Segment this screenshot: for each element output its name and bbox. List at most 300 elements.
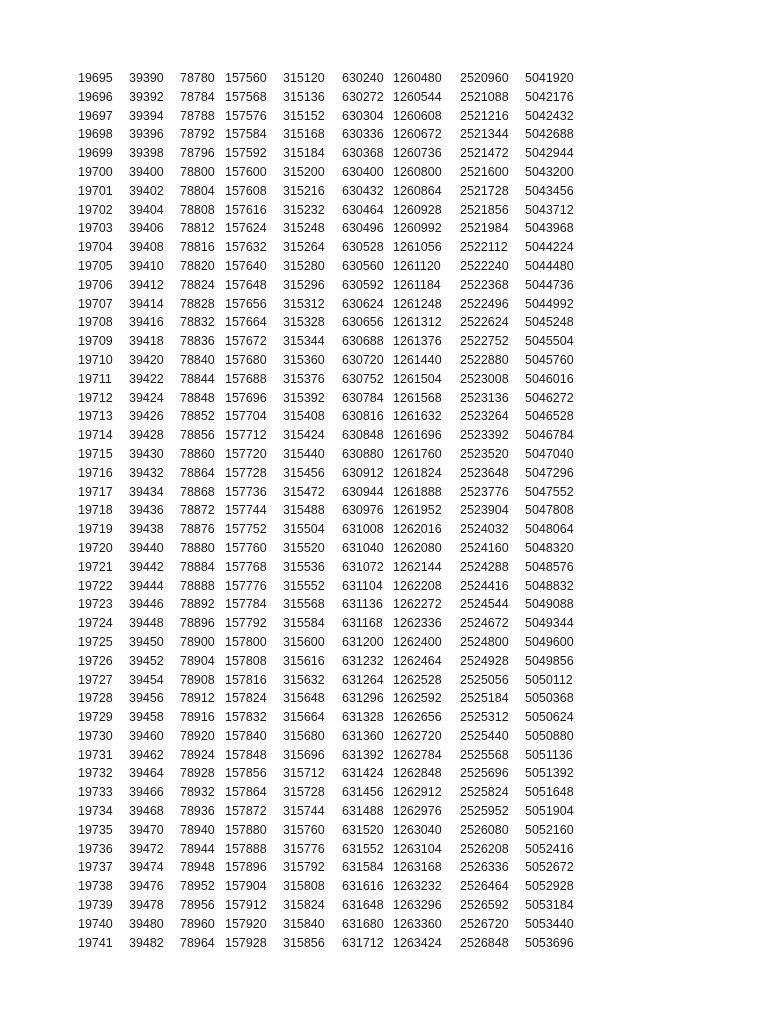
table-cell: 5047808	[525, 503, 574, 518]
table-cell: 2523776	[460, 484, 509, 499]
table-cell: 78888	[180, 578, 215, 593]
table-cell: 157704	[225, 409, 267, 424]
table-cell: 78964	[180, 935, 215, 950]
table-cell: 1262464	[393, 653, 442, 668]
table-row	[0, 407, 768, 426]
table-cell: 5043456	[525, 183, 574, 198]
table-cell: 2522624	[460, 315, 509, 330]
table-cell: 19724	[78, 616, 113, 631]
table-cell: 1262784	[393, 747, 442, 762]
table-cell: 2525824	[460, 785, 509, 800]
table-cell: 2522240	[460, 258, 509, 273]
table-row	[0, 746, 768, 765]
table-cell: 2521728	[460, 183, 509, 198]
table-cell: 631008	[342, 522, 384, 537]
table-cell: 157688	[225, 371, 267, 386]
table-cell: 1263104	[393, 841, 442, 856]
table-row	[0, 633, 768, 652]
table-cell: 631232	[342, 653, 384, 668]
table-cell: 631072	[342, 559, 384, 574]
table-cell: 157624	[225, 221, 267, 236]
table-cell: 1262336	[393, 616, 442, 631]
table-cell: 78852	[180, 409, 215, 424]
table-cell: 315600	[283, 634, 325, 649]
table-row	[0, 464, 768, 483]
table-cell: 5049600	[525, 634, 574, 649]
table-cell: 1263232	[393, 879, 442, 894]
table-cell: 2524672	[460, 616, 509, 631]
table-row	[0, 332, 768, 351]
table-cell: 78908	[180, 672, 215, 687]
table-cell: 631104	[342, 578, 383, 593]
table-cell: 157632	[225, 240, 267, 255]
table-cell: 2524160	[460, 540, 509, 555]
table-cell: 78876	[180, 522, 215, 537]
table-cell: 19717	[78, 484, 113, 499]
table-cell: 5050880	[525, 728, 574, 743]
table-cell: 157896	[225, 860, 267, 875]
table-cell: 315328	[283, 315, 325, 330]
table-cell: 39462	[129, 747, 164, 762]
table-cell: 157696	[225, 390, 267, 405]
table-cell: 1262592	[393, 691, 442, 706]
table-cell: 157560	[225, 71, 267, 85]
table-cell: 2521216	[460, 108, 509, 123]
table-cell: 5047552	[525, 484, 574, 499]
table-cell: 315536	[283, 559, 325, 574]
table-cell: 630784	[342, 390, 384, 405]
table-cell: 631680	[342, 916, 384, 931]
table-cell: 157864	[225, 785, 267, 800]
table-cell: 78912	[180, 691, 215, 706]
table-cell: 157616	[225, 202, 267, 217]
table-cell: 631392	[342, 747, 384, 762]
table-cell: 631520	[342, 822, 384, 837]
table-cell: 5047296	[525, 465, 574, 480]
table-cell: 1263040	[393, 822, 442, 837]
table-row	[0, 163, 768, 182]
table-row	[0, 107, 768, 126]
table-cell: 5051392	[525, 766, 574, 781]
table-cell: 157920	[225, 916, 267, 931]
table-cell: 39434	[129, 484, 164, 499]
table-cell: 157784	[225, 597, 267, 612]
table-row	[0, 483, 768, 502]
table-cell: 39482	[129, 935, 164, 950]
table-cell: 2526336	[460, 860, 509, 875]
table-cell: 39474	[129, 860, 164, 875]
table-cell: 157840	[225, 728, 267, 743]
table-cell: 315856	[283, 935, 325, 950]
table-cell: 78884	[180, 559, 215, 574]
table-cell: 39418	[129, 334, 164, 349]
table-cell: 630336	[342, 127, 384, 142]
table-cell: 157600	[225, 164, 267, 179]
table-row	[0, 934, 768, 953]
table-cell: 5051136	[525, 747, 573, 762]
table-cell: 630560	[342, 258, 384, 273]
table-cell: 1260992	[393, 221, 442, 236]
table-cell: 19723	[78, 597, 113, 612]
table-row	[0, 351, 768, 370]
table-cell: 19725	[78, 634, 113, 649]
table-cell: 631360	[342, 728, 384, 743]
table-cell: 631424	[342, 766, 384, 781]
table-cell: 39472	[129, 841, 164, 856]
table-cell: 39456	[129, 691, 164, 706]
table-cell: 315136	[283, 89, 325, 104]
table-cell: 2523520	[460, 446, 509, 461]
table-cell: 39432	[129, 465, 164, 480]
table-cell: 631584	[342, 860, 384, 875]
table-cell: 157592	[225, 146, 267, 161]
table-cell: 78784	[180, 89, 215, 104]
table-cell: 19718	[78, 503, 113, 518]
table-row	[0, 88, 768, 107]
table-cell: 1261376	[393, 334, 442, 349]
table-cell: 2521088	[460, 89, 509, 104]
table-cell: 315200	[283, 164, 325, 179]
table-cell: 78948	[180, 860, 215, 875]
table-cell: 5047040	[525, 446, 574, 461]
table-cell: 78916	[180, 710, 215, 725]
table-cell: 1262016	[393, 522, 442, 537]
table-cell: 39442	[129, 559, 164, 574]
table-cell: 315584	[283, 616, 325, 631]
table-cell: 78920	[180, 728, 215, 743]
table-cell: 315680	[283, 728, 325, 743]
table-cell: 157640	[225, 258, 267, 273]
table-cell: 157664	[225, 315, 267, 330]
table-cell: 19727	[78, 672, 113, 687]
table-cell: 5048064	[525, 522, 574, 537]
table-row	[0, 896, 768, 915]
table-cell: 5044736	[525, 277, 574, 292]
table-cell: 1261952	[393, 503, 442, 518]
table-cell: 315424	[283, 428, 325, 443]
table-cell: 78820	[180, 258, 215, 273]
table-cell: 315648	[283, 691, 325, 706]
table-cell: 78956	[180, 898, 215, 913]
table-cell: 39480	[129, 916, 164, 931]
table-cell: 19703	[78, 221, 113, 236]
table-cell: 5042432	[525, 108, 574, 123]
table-cell: 157760	[225, 540, 267, 555]
table-cell: 157576	[225, 108, 267, 123]
table-cell: 315120	[283, 71, 325, 85]
table-cell: 1261440	[393, 352, 442, 367]
table-row	[0, 426, 768, 445]
table-cell: 2522880	[460, 352, 509, 367]
table-row	[0, 182, 768, 201]
table-cell: 39470	[129, 822, 164, 837]
table-cell: 315440	[283, 446, 325, 461]
table-cell: 1260736	[393, 146, 442, 161]
table-cell: 1262208	[393, 578, 442, 593]
table-cell: 78944	[180, 841, 215, 856]
table-cell: 5052416	[525, 841, 574, 856]
table-cell: 5044224	[525, 240, 574, 255]
table-cell: 630528	[342, 240, 384, 255]
table-cell: 5046016	[525, 371, 574, 386]
table-cell: 315232	[283, 202, 325, 217]
table-cell: 2525952	[460, 804, 509, 819]
table-cell: 5046784	[525, 428, 574, 443]
table-cell: 39460	[129, 728, 164, 743]
table-row	[0, 840, 768, 859]
table-cell: 78840	[180, 352, 215, 367]
table-cell: 39466	[129, 785, 164, 800]
table-cell: 39428	[129, 428, 164, 443]
table-cell: 19710	[78, 352, 113, 367]
table-cell: 2525440	[460, 728, 509, 743]
table-cell: 631648	[342, 898, 384, 913]
table-cell: 5049856	[525, 653, 574, 668]
table-row	[0, 614, 768, 633]
table-cell: 630944	[342, 484, 384, 499]
table-cell: 78828	[180, 296, 215, 311]
table-row	[0, 219, 768, 238]
table-cell: 1261056	[393, 240, 442, 255]
table-cell: 1260544	[393, 89, 442, 104]
table-cell: 1262400	[393, 634, 442, 649]
table-row	[0, 144, 768, 163]
table-cell: 1260608	[393, 108, 442, 123]
table-row	[0, 577, 768, 596]
table-cell: 78804	[180, 183, 215, 198]
table-cell: 5050368	[525, 691, 574, 706]
table-cell: 5043712	[525, 202, 574, 217]
table-cell: 39394	[129, 108, 164, 123]
table-row	[0, 821, 768, 840]
table-cell: 157736	[225, 484, 267, 499]
table-cell: 2523392	[460, 428, 509, 443]
table-cell: 315312	[283, 296, 325, 311]
table-cell: 315456	[283, 465, 325, 480]
table-cell: 39404	[129, 202, 164, 217]
table-cell: 315760	[283, 822, 325, 837]
table-cell: 19708	[78, 315, 113, 330]
table-cell: 630816	[342, 409, 384, 424]
table-cell: 5052928	[525, 879, 574, 894]
table-cell: 78872	[180, 503, 215, 518]
table-cell: 2521472	[460, 146, 509, 161]
table-cell: 19729	[78, 710, 113, 725]
table-cell: 315264	[283, 240, 325, 255]
table-cell: 19712	[78, 390, 113, 405]
table-row	[0, 783, 768, 802]
table-cell: 630496	[342, 221, 384, 236]
table-cell: 2524800	[460, 634, 509, 649]
table-cell: 19704	[78, 240, 113, 255]
table-cell: 5042176	[525, 89, 574, 104]
table-cell: 5049344	[525, 616, 574, 631]
table-row	[0, 671, 768, 690]
table-cell: 78932	[180, 785, 215, 800]
table-cell: 39436	[129, 503, 164, 518]
table-cell: 630656	[342, 315, 384, 330]
table-cell: 157800	[225, 634, 267, 649]
table-cell: 19737	[78, 860, 113, 875]
table-cell: 39454	[129, 672, 164, 687]
table-cell: 315280	[283, 258, 325, 273]
table-cell: 315568	[283, 597, 325, 612]
table-cell: 78900	[180, 634, 215, 649]
table-cell: 631712	[342, 935, 384, 950]
table-cell: 19738	[78, 879, 113, 894]
table-cell: 39402	[129, 183, 164, 198]
table-row	[0, 295, 768, 314]
table-cell: 78800	[180, 164, 215, 179]
table-cell: 19716	[78, 465, 113, 480]
table-cell: 19711	[78, 371, 112, 386]
table-cell: 631040	[342, 540, 384, 555]
table-cell: 1261568	[393, 390, 442, 405]
table-cell: 315776	[283, 841, 325, 856]
table-cell: 5044992	[525, 296, 574, 311]
table-cell: 19740	[78, 916, 113, 931]
table-cell: 157928	[225, 935, 267, 950]
table-cell: 1263168	[393, 860, 442, 875]
table-cell: 78856	[180, 428, 215, 443]
table-cell: 1262272	[393, 597, 442, 612]
table-cell: 2526720	[460, 916, 509, 931]
table-cell: 1261248	[393, 296, 442, 311]
table-cell: 5052672	[525, 860, 574, 875]
table-cell: 78788	[180, 108, 215, 123]
table-row	[0, 501, 768, 520]
table-cell: 1261504	[393, 371, 442, 386]
table-cell: 630272	[342, 89, 384, 104]
table-cell: 2522752	[460, 334, 509, 349]
table-row	[0, 389, 768, 408]
table-cell: 630752	[342, 371, 384, 386]
table-cell: 1262080	[393, 540, 442, 555]
table-cell: 631328	[342, 710, 384, 725]
table-cell: 5049088	[525, 597, 574, 612]
table-cell: 630976	[342, 503, 384, 518]
table-cell: 2525568	[460, 747, 509, 762]
table-row	[0, 802, 768, 821]
table-row	[0, 313, 768, 332]
table-cell: 19735	[78, 822, 113, 837]
table-cell: 2526080	[460, 822, 509, 837]
table-cell: 157672	[225, 334, 267, 349]
table-cell: 315184	[283, 146, 325, 161]
table-cell: 19741	[78, 935, 113, 950]
table-cell: 19699	[78, 146, 113, 161]
table-cell: 630912	[342, 465, 384, 480]
table-cell: 2523008	[460, 371, 509, 386]
table-cell: 631136	[342, 597, 383, 612]
table-cell: 5053184	[525, 898, 574, 913]
table-cell: 630240	[342, 71, 384, 85]
table-cell: 2522496	[460, 296, 509, 311]
table-cell: 19707	[78, 296, 113, 311]
table-cell: 1261120	[393, 258, 441, 273]
table-cell: 19722	[78, 578, 113, 593]
table-cell: 1260800	[393, 164, 442, 179]
table-cell: 1262144	[393, 559, 442, 574]
table-cell: 19705	[78, 258, 113, 273]
table-row	[0, 125, 768, 144]
table-cell: 315696	[283, 747, 325, 762]
table-cell: 1263360	[393, 916, 442, 931]
table-cell: 78940	[180, 822, 215, 837]
table-cell: 19720	[78, 540, 113, 555]
table-cell: 19719	[78, 522, 113, 537]
table-row	[0, 915, 768, 934]
table-cell: 630368	[342, 146, 384, 161]
table-cell: 2524288	[460, 559, 509, 574]
table-cell: 78952	[180, 879, 215, 894]
table-cell: 630880	[342, 446, 384, 461]
table-cell: 630624	[342, 296, 384, 311]
table-cell: 5053440	[525, 916, 574, 931]
table-cell: 39450	[129, 634, 164, 649]
table-cell: 315664	[283, 710, 325, 725]
table-cell: 1261888	[393, 484, 442, 499]
table-cell: 2521984	[460, 221, 509, 236]
table-cell: 157912	[225, 898, 267, 913]
table-cell: 19734	[78, 804, 113, 819]
table-cell: 157648	[225, 277, 267, 292]
table-cell: 39406	[129, 221, 164, 236]
table-cell: 631552	[342, 841, 384, 856]
table-cell: 5045504	[525, 334, 574, 349]
table-cell: 157752	[225, 522, 267, 537]
table-row	[0, 877, 768, 896]
table-row	[0, 858, 768, 877]
table-cell: 2523264	[460, 409, 509, 424]
table-cell: 1260672	[393, 127, 442, 142]
table-cell: 630848	[342, 428, 384, 443]
table-cell: 39452	[129, 653, 164, 668]
table-cell: 78824	[180, 277, 215, 292]
table-cell: 39426	[129, 409, 164, 424]
table-cell: 19728	[78, 691, 113, 706]
table-cell: 19697	[78, 108, 113, 123]
table-cell: 157720	[225, 446, 267, 461]
table-cell: 157832	[225, 710, 267, 725]
table-cell: 630688	[342, 334, 384, 349]
table-cell: 157824	[225, 691, 267, 706]
table-row	[0, 370, 768, 389]
table-cell: 157680	[225, 352, 267, 367]
table-cell: 315792	[283, 860, 325, 875]
table-row	[0, 276, 768, 295]
table-cell: 315488	[283, 503, 325, 518]
table-cell: 39390	[129, 71, 164, 85]
table-cell: 315504	[283, 522, 325, 537]
table-row	[0, 652, 768, 671]
table-cell: 157808	[225, 653, 267, 668]
table-cell: 19714	[78, 428, 113, 443]
table-cell: 5046528	[525, 409, 574, 424]
table-cell: 19730	[78, 728, 113, 743]
table-cell: 78864	[180, 465, 215, 480]
table-cell: 631200	[342, 634, 384, 649]
table-cell: 631264	[342, 672, 384, 687]
table-cell: 78936	[180, 804, 215, 819]
table-cell: 2522112	[460, 240, 508, 255]
table-cell: 19736	[78, 841, 113, 856]
number-table	[0, 69, 768, 952]
table-cell: 78836	[180, 334, 215, 349]
table-row	[0, 558, 768, 577]
table-cell: 2526464	[460, 879, 509, 894]
table-cell: 39448	[129, 616, 164, 631]
